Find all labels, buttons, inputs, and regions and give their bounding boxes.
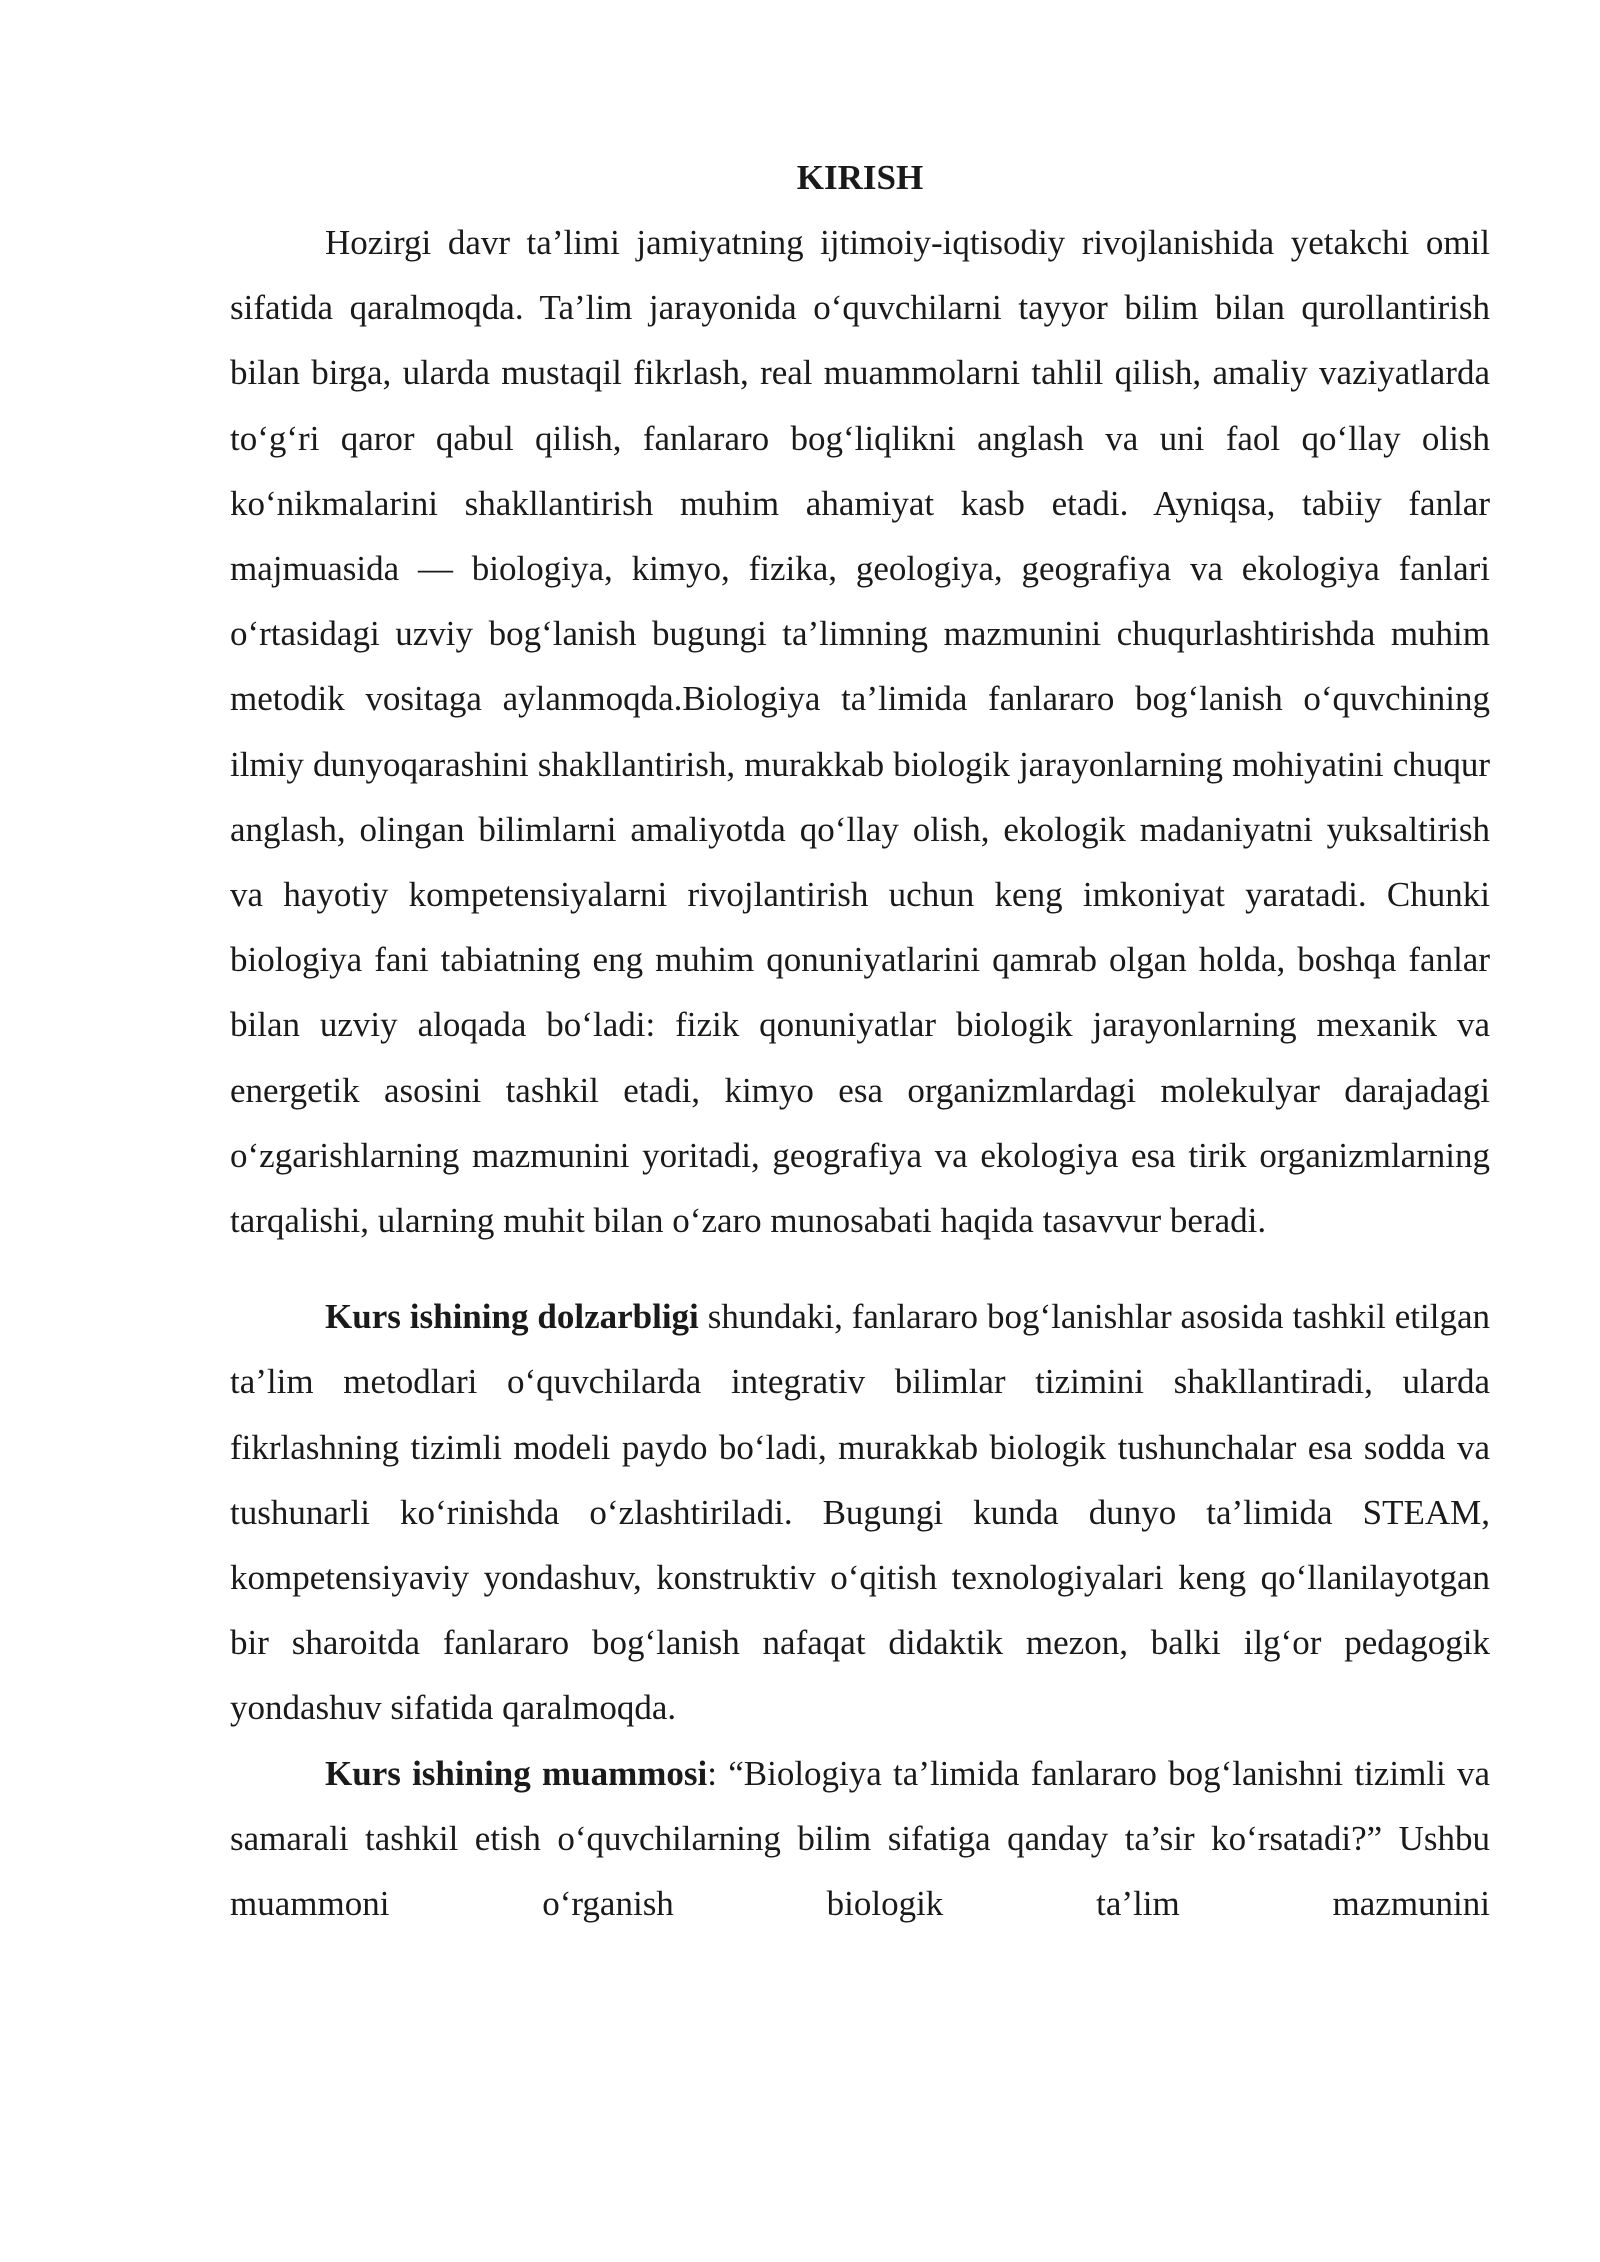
paragraph-lead-bold: Kurs ishining muammosi bbox=[325, 1753, 708, 1793]
page-title: KIRISH bbox=[796, 158, 924, 197]
paragraph-text: Hozirgi davr ta’limi jamiyatning ijtimoiy-iqtisodiy rivojlanishida yetakchi omil sifatida qaralmoqda. Ta’lim jarayonida o‘quvchilarni tayyor bilim bilan qurollantirish bilan birga, ularda mustaqil fikrlash, real muammolarni tahlil qilish, amaliy vaziyatlarda to‘g‘ri qaror qabul qilish, fanlararo bog‘liqlikni anglash va uni faol qo‘llay olish ko‘nikmalarini shakllantirish muhim ahamiyat kasb etadi. Ayniqsa, tabiiy fanlar majmuasida — biologiya, kimyo, fizika, geologiya, geografiya va ekologiya fanlari o‘rtasidagi uzviy bog‘lanish bugungi ta’limning mazmunini chuqurlashtirishda muhim metodik vositaga aylanmoqda.Biologiya ta’limida fanlararo bog‘lanish o‘quvchining ilmiy dunyoqarashini shakllantirish, murakkab biologik jarayonlarning mohiyatini chuqur anglash, olingan bilimlarni amaliyotda qo‘llay olish, ekologik madaniyatni yuksaltirish va hayotiy kompetensiyalarni rivojlantirish uchun keng imkoniyat yaratadi. Chunki biologiya fani tabiatning eng muhim qonuniyatlarini qamrab olgan holda, boshqa fanlar bilan uzviy aloqada bo‘ladi: fizik qonuniyatlar biologik jarayonlarning mexanik va energetik asosini tashkil etadi, kimyo esa organizmlardagi molekulyar darajadagi o‘zgarishlarning mazmunini yoritadi, geografiya va ekologiya esa tirik organizmlarning tarqalishi, ularning muhit bilan o‘zaro munosabati haqida tasavvur beradi. bbox=[230, 223, 1490, 1241]
paragraph-relevance bbox=[230, 1284, 1490, 1740]
paragraph-problem bbox=[230, 1741, 1490, 1937]
paragraph-text: shundaki, fanlararo bog‘lanishlar asosida tashkil etilgan ta’lim metodlari o‘quvchilarda integrativ bilimlar tizimini shakllantiradi, ularda fikrlashning tizimli modeli paydo bo‘ladi, murakkab biologik tushunchalar esa sodda va tushunarli ko‘rinishda o‘zlashtiriladi. Bugungi kunda dunyo ta’limida STEAM, kompetensiyaviy yondashuv, konstruktiv o‘qitish texnologiyalari keng qo‘llanilayotgan bir sharoitda fanlararo bog‘lanish nafaqat didaktik mezon, balki ilg‘or pedagogik yondashuv sifatida qaralmoqda. bbox=[230, 1297, 1491, 1728]
document-body bbox=[230, 145, 1490, 1936]
paragraph-text: : “Biologiya ta’limida fanlararo bog‘lanishni tizimli va samarali tashkil etish o‘quvchilarning bilim sifatiga qanday ta’sir ko‘rsatadi?” Ushbu muammoni o‘rganish biologik ta’lim mazmunini bbox=[230, 1753, 1490, 1924]
paragraph-intro bbox=[230, 210, 1490, 1253]
paragraph-lead-bold: Kurs ishining dolzarbligi bbox=[325, 1297, 699, 1337]
